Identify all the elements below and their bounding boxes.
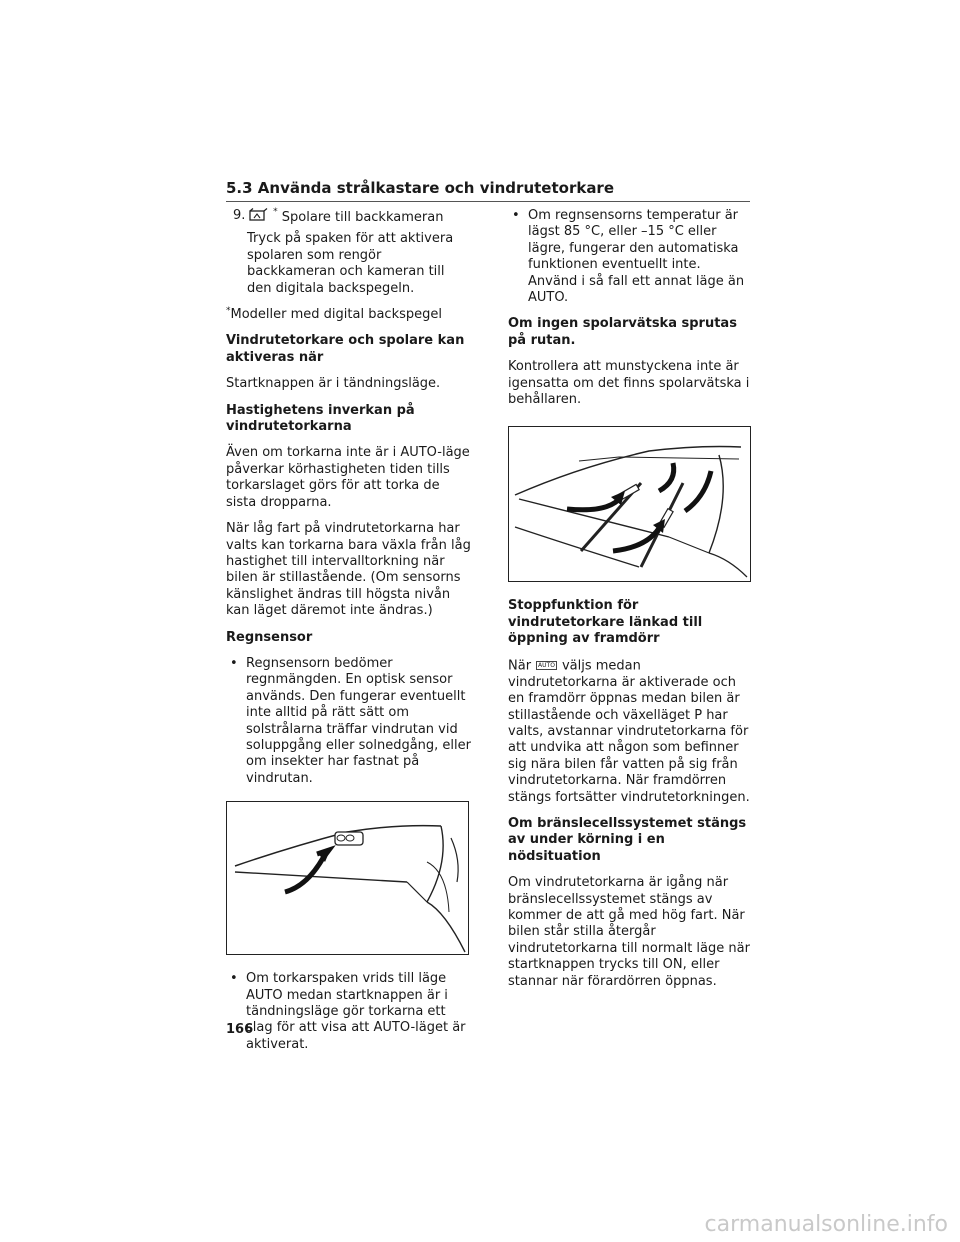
list-item <box>226 656 471 787</box>
paragraph-check-nozzles: Kontrollera att munstyckena inte är igensatta om det finns spolarvätska i behållaren. <box>508 359 750 408</box>
auto-icon: AUTO <box>538 661 555 669</box>
paragraph-start-button: Startknappen är i tändningsläge. <box>226 376 441 392</box>
bullet-text: Om torkarspaken vrids till läge AUTO medan startknappen är i tändningsläge gör torkarna ett slag för att visa att AUTO-läget är aktiverat. <box>246 971 466 1052</box>
heading-no-washer-fluid: Om ingen spolarvätska sprutas på rutan. <box>508 316 737 348</box>
asterisk: * <box>273 207 278 217</box>
left-column <box>226 208 471 1063</box>
paragraph-auto-mode: Även om torkarna inte är i AUTO-läge påverkar körhastigheten tiden tills torkarslaget görs för att torka de sista dropparna. <box>226 445 470 510</box>
heading-fuel-cell-emergency: Om bränslecellssystemet stängs av under körning i en nödsituation <box>508 816 747 864</box>
item-number: 9. <box>233 208 246 223</box>
list-item <box>226 971 471 1053</box>
page-number: 166 <box>226 1022 254 1037</box>
bullet-mark: • <box>230 971 238 987</box>
paragraph-low-speed: När låg fart på vindrutetorkarna har valts kan torkarna bara växla från låg hastighet till intervalltorkning när bilen är stillastående. (Om sensorns känslighet ändras till högsta nivån kan läget däremot inte ändras.) <box>226 521 471 619</box>
right-column <box>508 208 752 1000</box>
bullet-mark: • <box>512 208 520 223</box>
heading-speed-effect: Hastighetens inverkan på vindrutetorkarna <box>226 402 415 435</box>
rain-sensor-figure <box>226 801 469 955</box>
washer-nozzle-figure <box>508 426 751 582</box>
paragraph-rest: väljs medan vindrutetorkarna är aktiverade och en framdörr öppnas medan bilen är stillastående och växelläget P har valts, avstannar vindrutetorkarna för att undvika att någon som befinner sig nära bilen får vatten på sig från vindrutetorkarna. När framdörren stängs fortsätter vindrutetorkningen. <box>508 658 750 805</box>
paragraph-wiper-stop <box>508 658 752 806</box>
footnote <box>226 307 471 323</box>
item-body: Tryck på spaken för att aktivera spolaren som rengör backkameran och kameran till den digitala backspegeln. <box>247 231 454 296</box>
paragraph-start: När <box>508 658 532 674</box>
footnote-text: Modeller med digital backspegel <box>230 307 442 323</box>
paragraph-fuel-cell: Om vindrutetorkarna är igång när bränslecellssystemet stängs av kommer de att gå med hög fart. När bilen står stilla återgår vindrutetorkarna till normalt läge när startknappen trycks till ON, eller stannar när förardörren öppnas. <box>508 875 750 989</box>
item-title: Spolare till backkameran <box>281 210 444 226</box>
heading-activation: Vindrutetorkare och spolare kan aktiveras när <box>226 333 465 365</box>
rear-camera-washer-icon <box>247 208 269 227</box>
footnote-mark: * <box>226 306 231 317</box>
bullet-text: Om regnsensorns temperatur är lägst 85 °C, eller –15 °C eller lägre, fungerar den automatiska funktionen eventuellt inte. Använd i så fall ett annat läge än AUTO. <box>528 208 745 306</box>
section-heading: 5.3 Använda strålkastare och vindrutetorkare <box>226 178 750 202</box>
bullet-text: Regnsensorn bedömer regnmängden. En optisk sensor används. Den fungerar eventuellt inte alltid på rätt sätt om solstrålarna träffar vindrutan vid soluppgång eller solnedgång, eller om insekter har fastnat på vindrutan. <box>246 655 471 786</box>
heading-wiper-stop-door: Stoppfunktion för vindrutetorkare länkad till öppning av framdörr <box>508 598 703 647</box>
bullet-mark: • <box>230 655 238 671</box>
watermark-footer: carmanualsonline.info <box>704 1212 948 1237</box>
list-item <box>508 208 752 306</box>
list-item-9 <box>226 208 471 297</box>
heading-rain-sensor: Regnsensor <box>226 629 313 645</box>
